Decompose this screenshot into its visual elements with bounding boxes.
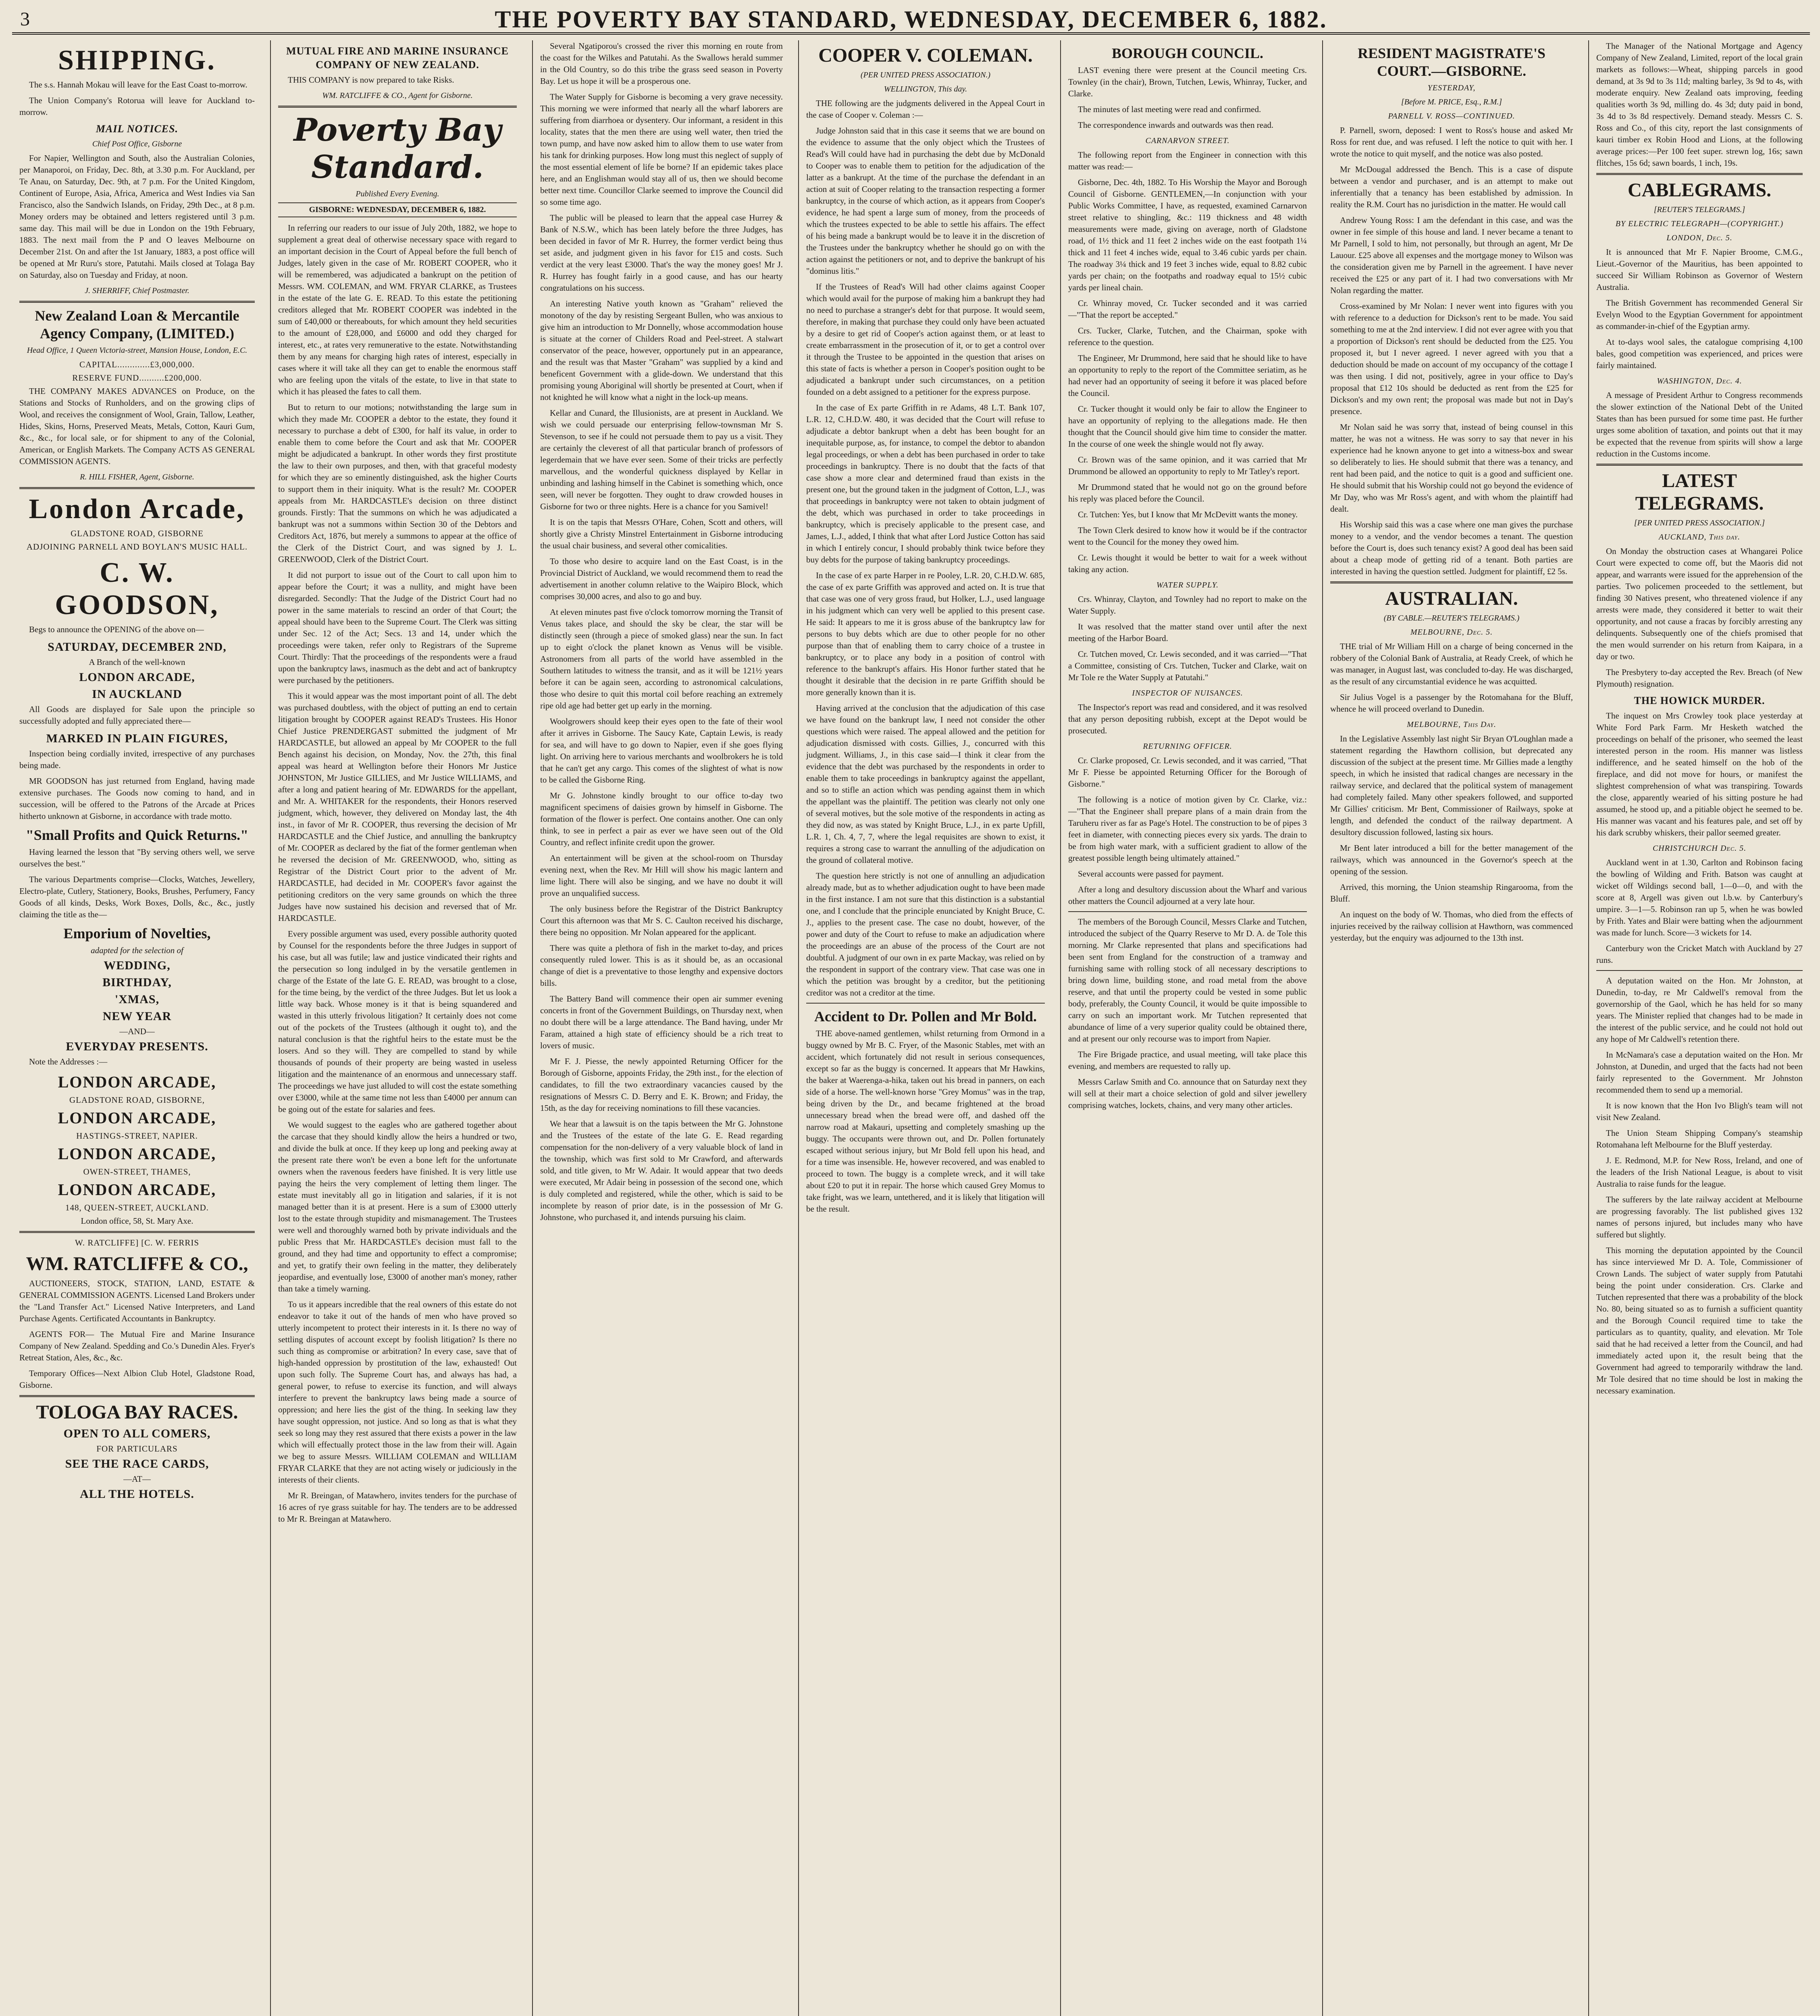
column-6 (1322, 40, 1580, 2016)
court-paragraph: P. Parnell, sworn, deposed: I went to Ross's house and asked Mr Ross for rent due, and was refused. I left the notice to quit with her. I wrote the notice to quit myself, and the notice was also posted. (1330, 125, 1573, 158)
telegram-paragraph: The inquest on Mrs Crowley took place yesterday at White Ford Park Farm. Mr Hesketh watched the proceedings on behalf of the prisoner, who seemed the least interested person in the room. His manner was listless indifference, and he seated himself on the hob of the fireplace, and did not move for hours, or manifest the slightest comprehension of what was transpiring. Towards the close, apparently wearied of his sitting posture he had assumed, he stood up, and a pitiable object he seemed to be. His manner was vacant and his features pale, and set off by his dark scrubby whiskers, their pallor seemed greater. (1596, 711, 1803, 837)
magistrate-court-heading: RESIDENT MAGISTRATE'S COURT.—GISBORNE. (1358, 45, 1545, 79)
standard-title: Poverty Bay Standard. (293, 112, 501, 185)
council-paragraph: After a long and desultory discussion about the Wharf and various other matters the Council adjourned at a very late hour. (1068, 885, 1307, 906)
departments-text: The various Departments comprise—Clocks, Watches, Jewellery, Electro-plate, Cutlery, Stationery, Books, Brushes, Perfumery, Fancy Goods of all kinds, Desks, Work Boxes, Dolls, &c., &c., justly claiming the title as the— (19, 875, 255, 919)
australian-paragraph: Arrived, this morning, the Union steamship Ringarooma, from the Bluff. (1330, 882, 1573, 904)
editorial-paragraph: We would suggest to the eagles who are gathered together about the carcase that they should kindly allow the heirs a hundred or two, and divide the bulk at once. If they keep up long and peeking away at the present rate there won't be even a bone left for the unfortunate owners when the ravenous feeders have finished. It is very little use paying the heirs the very complement of letting them linger. The estate must inevitably all go in litigation and salaries, if it is not managed better than it is at present. Here is a sum of £3000 utterly lost to the estate through stupidity and mismanagement. The Trustees were well and thoroughly warned both by private individuals and the public Press that Mr. HARDCASTLE's decision must fall to the ground, and they had time and opportunity to effect a compromise; and yet, to gratify their own feeling in the matter, they deliberately jeopardise, and eventually lose, £3000 of another man's money, rather than take a timely warning. (278, 1120, 517, 1293)
branch-text: A Branch of the well-known (89, 657, 185, 667)
cablegrams-dateline: LONDON, Dec. 5. (1666, 233, 1733, 242)
council-paragraph: Cr. Tucker thought it would only be fair to allow the Engineer to have an opportunity of replying to the allegations made. He then thought that the Council should give him time to consider the matter. In the course of one week the shingle would not fly away. (1068, 404, 1307, 449)
editorial-paragraph: But to return to our motions; notwithstanding the large sum in which they made Mr. COOPER a debtor to the estate, they found it necessary to purchase a debt of £300, for half its value, in order to enable them to come before the Court and ask that Mr. COOPER might be adjudicated a bankrupt. In other words they first prostitute the law to their own purposes, and then, with that graceful modesty for which they are so eminently distinguished, ask the higher Courts to support them in their iniquity. What is the result? Mr. COOPER appeals from Mr. HARDCASTLE's decision on three distinct grounds. Firstly: That the summons on which he was adjudicated a bankrupt was not a summons within Section 30 of the Debtors and Creditors Act, 1876, but merely a summons to appear at the office of the Clerk of the District Court, and was signed by J. L. GREENWOOD, Clerk of the District Court. (278, 402, 517, 564)
council-paragraph: Cr. Whinray moved, Cr. Tucker seconded and it was carried—"That the report be accepted." (1068, 298, 1307, 320)
tologa-for: FOR PARTICULARS (96, 1444, 178, 1454)
cablegrams-source: [REUTER'S TELEGRAMS.] (1654, 205, 1745, 214)
court-day: YESTERDAY, (1427, 83, 1476, 92)
editorial-paragraph: Mr R. Breingan, of Matawhero, invites tenders for the purchase of 16 acres of rye grass suitable for hay. The tenders are to be addressed to Mr R. Breingan at Matawhero. (278, 1491, 517, 1524)
court-paragraph: Cross-examined by Mr Nolan: I never went into figures with you with reference to a deduction for Dickson's rent to be made. You said something to me at the 2nd interview. I did not ever agree with you that a proportion of Dickson's rent should be deducted from the £25. You proposed it, but I never agreed. I never agreed with you that a deduction should be made on account of my occupancy of the cottage I was then using. I did not, positively, agree in your office to Day's proposal that £12 10s should be deducted as rent from the £25 for Dickson's and my own rent; the proposal was made but not in Day's presence. (1330, 301, 1573, 416)
telegram-paragraph: The Union Steam Shipping Company's steamship Rotomahana left Melbourne for the Bluff yesterday. (1596, 1128, 1803, 1150)
council-paragraph: The minutes of last meeting were read and confirmed. (1078, 104, 1261, 114)
birthday-text: BIRTHDAY, (102, 976, 172, 989)
standard-dateline: GISBORNE: WEDNESDAY, DECEMBER 6, 1882. (278, 202, 517, 217)
shipping-heading: SHIPPING. (58, 45, 216, 76)
local-news-item: Mr F. J. Piesse, the newly appointed Returning Officer for the Borough of Gisborne, appoints Friday, the 29th inst., for the election of candidates, to fill the two extraordinary vacancies caused by the resignations of Messrs C. D. Berry and E. K. Brown; and Friday, the 15th, as the day for receiving nominations to fill these vacancies. (540, 1056, 783, 1113)
ratcliffe-offices: Temporary Offices—Next Albion Club Hotel, Gladstone Road, Gisborne. (19, 1368, 255, 1390)
everyday-text: EVERYDAY PRESENTS. (66, 1040, 208, 1053)
address-name: LONDON ARCADE, (58, 1109, 216, 1127)
australian-dateline: MELBOURNE, Dec. 5. (1410, 628, 1493, 637)
mail-notices-body: For Napier, Wellington and South, also the Australian Colonies, per Manaporoi, on Friday, Dec. 8th, at 3.30 p.m. For Auckland, per Te Anau, on Saturday, Dec. 9th, at 7 p.m. For the United Kingdom, Continent of Europe, Asia, Africa, America and West Indies via San Francisco, also the Sandwich Islands, on Friday, 29th Dec., at 8 p.m. Money orders may be obtained and letters registered until 3 p.m. same day. This mail will be due in London on the 19th February, 1883. The next mail from the P and O leaves Melbourne on December 21st. On and after the 1st January, 1883, a post office will be opened at Mr Ruru's store, Patutahi. Mails closed at Tolaga Bay on Saturday, also on Tuesday and Friday, at noon. (19, 153, 255, 280)
small-profits: "Small Profits and Quick Returns." (25, 827, 249, 843)
cooper-coleman-heading: COOPER V. COLEMAN. (818, 45, 1033, 66)
council-paragraph: Cr. Lewis thought it would be better to wait for a week without taking any action. (1068, 553, 1307, 574)
local-news-item: The Water Supply for Gisborne is becoming a very grave necessity. This morning we were informed that nearly all the wharf laborers are suffering from diarrhoea or dysentery. Our informant, a resident in this locality, states that the men there are using well water, then tried the town pump, and have now asked him to allow them to use water from his tank for drinking purposes. How long must this neglect of supply of the most essential element of life be borne? If an epidemic takes place here, and an Englishman would stay all of us, then we should become better next time. Councillor Clarke seemed to improve the Council did so some time ago. (540, 92, 783, 207)
divider (1596, 173, 1803, 175)
cablegram-paragraph: A message of President Arthur to Congress recommends the slower extinction of the National Debt of the United States than has been pursued for some time past. He further urges some abolition of taxation, and points out that it may be expected that the revenue from spirits will show a large reduction in the Customs income. (1596, 390, 1803, 458)
council-paragraph: LAST evening there were present at the Council meeting Crs. Townley (in the chair), Brown, Tutchen, Lewis, Whinray, Tucker, and Clarke. (1068, 65, 1307, 98)
telegram-paragraph: In McNamara's case a deputation waited on the Hon. Mr Johnston, at Dunedin, and urged that the facts had not been fairly represented to the Government. Mr Johnston recommended them to send up a memorial. (1596, 1050, 1803, 1095)
latest-telegrams-source: [PER UNITED PRESS ASSOCIATION.] (1634, 519, 1765, 527)
council-subheading: INSPECTOR OF NUISANCES. (1132, 689, 1243, 698)
local-news-item: Messrs Carlaw Smith and Co. announce that on Saturday next they will sell at their mart a choice selection of gold and silver jewellery comprising watches, lockets, chains, and very many other articles. (1068, 1077, 1307, 1110)
plain-figures: MARKED IN PLAIN FIGURES, (46, 732, 228, 745)
ratcliffe-name: WM. RATCLIFFE & CO., (26, 1253, 248, 1275)
address-location: OWEN-STREET, THAMES, (83, 1167, 191, 1177)
article-paragraph: In the case of ex parte Harper in re Pooley, L.R. 20, C.H.D.W. 685, the case of ex parte Griffith was approved and acted on. It is true that that case was one of very gross fraud, but Holker, L.J., used language in his judgment which can very well be applied to this present case. He said: It appears to me it is gross abuse of the bankruptcy law for persons to buy debts which are due to other people for no other purpose than that of enabling them to carry choice of a trustee in bankruptcy, or to place any body in a position of control with reference to the bankrupt's affairs. His Honor further stated that he thought it desirable that the decision in re parte Griffith should be more generally known than it is. (806, 571, 1045, 697)
cablegram-paragraph: It is announced that Mr F. Napier Broome, C.M.G., Lieut.-Governor of the Mauritius, has been appointed to succeed Sir William Robinson as Governor of Western Australia. (1596, 247, 1803, 292)
divider (19, 301, 255, 303)
local-news-item: At eleven minutes past five o'clock tomorrow morning the Transit of Venus takes place, and should the sky be clear, the star will be distinctly seen (through a piece of smoked glass) near the sun. In fact up to eight o'clock the planet known as Venus will be visible. Astronomers from all parts of the world have assembled in the Southern latitudes to witness the transit, and as it will be 121½ years before it can be again seen, according to astronomical calculations, those who desire to quit this mortal coil before reaching an extremely ripe old age had better get up early in the morning. (540, 607, 783, 710)
latest-telegrams-dateline: AUCKLAND, This day. (1658, 533, 1741, 541)
mutual-signature: WM. RATCLIFFE & CO., Agent for Gisborne. (322, 91, 473, 100)
editorial-paragraph: It did not purport to issue out of the Court to call upon him to appear before the Court; it was a nullity, and might have been disregarded. Secondly: That the Judge of the District Court had no power in the same materials to rescind an order of that Court; the appeal should have been to the Supreme Court. The Clerk was sitting under Sec. 12 of the Act; Secs. 13 and 14, under which the proceedings were taken, refer only to Registrars of the Supreme Court. Thirdly: That the proceedings of the respondents were a fraud upon the bankruptcy laws, inasmuch as the debt and act of bankruptcy were purchased by the petitioners. (278, 570, 517, 685)
london-arcade-adjoining: ADJOINING PARNELL AND BOYLAN'S MUSIC HALL. (26, 542, 248, 552)
telegram-paragraph: It is now known that the Hon Ivo Bligh's team will not visit New Zealand. (1596, 1101, 1803, 1122)
column-5 (1060, 40, 1314, 2016)
telegram-paragraph: The Presbytery to-day accepted the Rev. Breach (of New Plymouth) resignation. (1596, 667, 1803, 689)
newspaper-page (12, 4, 1810, 2016)
council-paragraph: Mr Drummond stated that he would not go on the ground before his reply was placed before the Council. (1068, 482, 1307, 504)
local-news-item: The only business before the Registrar of the District Bankruptcy Court this afternoon was that Mr S. C. Caulton received his discharge, there being no opposition. Mr Nolan appeared for the applicant. (540, 904, 783, 937)
arcade-name: LONDON ARCADE, (79, 671, 195, 684)
nzloan-body: THE COMPANY MAKES ADVANCES on Produce, on the Stations and Stocks of Runholders, and on the growing clips of Wool, and receives the consignment of Wool, Grain, Tallow, Leather, Hides, Skins, Horns, Preserved Meats, Metals, Cotton, Kauri Gum, &c., &c., for local sale, or for shipment to any of the Colonial, American, or English Markets. The Company ACTS AS GENERAL COMMISSION AGENTS. (19, 386, 255, 466)
divider (1330, 581, 1573, 583)
council-subheading: RETURNING OFFICER. (1143, 742, 1232, 751)
article-paragraph: The question here strictly is not one of annulling an adjudication already made, but as to whether adjudication ought to have been made in the first instance. I am not sure that this distinction is a substantial one, and I conclude that the principle enunciated by Knight Bruce, C. J., applies to the present case. The case no doubt, however, of the power and duty of the Court to refuse to make an adjudication where the proceedings are an abuse of the process of the Court are not doubtful. A judgment of our own in ex parte Mackay, was relied on by the respondent in support of the contrary view. That case was one in which the petition was brought by a creditor, but the petitioning creditor was not a creditor at the time. (806, 871, 1045, 998)
court-paragraph: Andrew Young Ross: I am the defendant in this case, and was the owner in fee simple of this house and land. I never became a tenant to Mr Parnell, I sold to him, not personally, but through an agent, Mr De Lauour. £25 above all expenses and the mortgage money to Wilson was the consideration given me by Parnell in the agreement. I have never received the £25 or any part of it. I had two conversations with Mr Nolan regarding the matter. (1330, 215, 1573, 295)
accident-heading: Accident to Dr. Pollen and Mr Bold. (814, 1008, 1037, 1025)
divider (1596, 970, 1803, 971)
divider (19, 1395, 255, 1397)
nzloan-office: Head Office, 1 Queen Victoria-street, Mansion House, London, E.C. (27, 346, 248, 355)
cablegram-paragraph: The British Government has recommended General Sir Evelyn Wood to the Egyptian Government for appointment as commander-in-chief of the Egyptian army. (1596, 298, 1803, 331)
nzloan-heading: New Zealand Loan & Mercantile Agency Company, (LIMITED.) (35, 308, 239, 342)
court-case: PARNELL V. ROSS—CONTINUED. (1388, 112, 1515, 121)
and-text: —AND— (119, 1027, 155, 1036)
article-paragraph: THE following are the judgments delivered in the Appeal Court in the case of Cooper v. Coleman :— (806, 98, 1045, 120)
local-news-item: The public will be pleased to learn that the appeal case Hurrey & Bank of N.S.W., which has been lately before the three Judges, has been decided in favor of Mr R. Hurrey, the former verdict being thus set aside, and judgment given in his favor for £15 and costs. Such verdict at the very least £3000. That's the way the money goes! Mr J. R. Hurrey has fought fairly in a good cause, and has our hearty congratulations on his success. (540, 213, 783, 293)
opening-date: SATURDAY, DECEMBER 2ND, (48, 640, 227, 654)
local-news-item: It is on the tapis that Messrs O'Hare, Cohen, Scott and others, will shortly give a Christy Minstrel Entertainment in Gisborne introducing the usual chair business, and several other comicalities. (540, 517, 783, 550)
council-paragraph: Cr. Tutchen: Yes, but I know that Mr McDevitt wants the money. (1078, 510, 1298, 519)
council-paragraph: The correspondence inwards and outwards was then read. (1078, 120, 1274, 130)
column-1 (12, 40, 262, 2016)
article-paragraph: If the Trustees of Read's Will had other claims against Cooper which would avail for the purpose of making him a bankrupt they had no need to purchase a stranger's debt for that purpose. It would seem, therefore, in making that purchase they could only have been actuated by a desire to get rid of Cooper's action against them, or at least to create embarrassment in the prosecution of it, or to get a control over it through the Trustee to be appointed in the question that arises on this state of facts is whether a person in Cooper's position ought to be adjudicated a bankrupt under such circumstances, on a petition founded on a debt assigned to a petitioner for the express purpose. (806, 282, 1045, 397)
divider (19, 487, 255, 489)
telegram-paragraph: This morning the deputation appointed by the Council has since interviewed Mr D. A. Tole, Commissioner of Crown Lands. The subject of water supply from Patutahi being the point under consideration. Crs. Clarke and Tutchen represented that there was a probability of the block No. 80, being situated so as to furnish a sufficient quantity and the Borough Council required time to take the particulars as to quantity, quality, and elevation. Mr Tole said that he had received a letter from the Council, and had immediately acted upon it, the result being that the Government had agreed to temporarily withdraw the land. Mr Tole desired that no time should be lost in making the necessary examination. (1596, 1245, 1803, 1395)
address-location: GLADSTONE ROAD, GISBORNE, (69, 1095, 205, 1105)
inspection-text: Inspection being cordially invited, irrespective of any purchases being made. (19, 749, 255, 770)
editorial-paragraph: This it would appear was the most important point of all. The debt was purchased doubtless, with the object of putting an end to certain litigation brought by COOPER against READ's Trustees. His Honor Chief Justice PRENDERGAST submitted the judgment of Mr HARDCASTLE, but allowed an appeal by Mr COOPER to the full Bench against his decision, on Monday, Nov. the 27th, this final appeal was heard at Wellington before their Honors Mr Justice JOHNSTON, Mr Justice GILLIES, and Mr Justice WILLIAMS, and after a long and patient hearing of Mr. EDWARDS for the appellant, and Mr. A. WHITAKER for the respondents, their Honors reserved judgment, which, however, they delivered on Monday last, the 4th inst., in favor of Mr R. COOPER, thus reversing the decision of Mr HARDCASTLE and the Chief Justice, and annulling the bankruptcy of Mr. COOPER as declared by the fiat of the former gentleman when he reversed the decision of Mr. GREENWOOD, who, sitting as Registrar of the District Court prior to the advent of Mr. HARDCASTLE, had decided in Mr. COOPER's favor against the petitioning creditors on the very same grounds on which the three Judges have now sustained his decision and reversed that of Mr. HARDCASTLE. (278, 691, 517, 923)
court-paragraph: Mr Nolan said he was sorry that, instead of being counsel in this matter, he was not a witness. He was sorry to say that never in his experience had he known anyone to get into a witness-box and swear so deliberately to lies. He should submit that there was a tenancy, and rent had been paid, and the notice to quit is a good and sufficient one. He should submit that his Worship could not go beyond the evidence of Mr Day, who was Mr Ross's agent, and with whom the plaintiff had dealt. (1330, 422, 1573, 514)
article-paragraph: In the case of Ex parte Griffith in re Adams, 48 L.T. Bank 107, L.R. 12, C.H.D.W. 480, it was decided that the Court will refuse to adjudicate a debtor bankrupt when a debt has been bought for an inequitable purpose, as, for instance, to compel the debtor to abandon legal proceedings, or when a debt has been purchased in order to take proceedings in bankruptcy. There is no doubt that the facts of that case show a more clear and determined fraud than exists in the present one, but the ground taken in the judgment of Cotton, L.J., was that proceedings in bankruptcy were not taken to obtain judgment of the debt, which was purchased in order to take proceedings in bankruptcy, which is precisely applicable to the present case, and James, L.J., added, I think that what after Lord Justice Cotton has said in which I entirely concur, I should probably think twice before they buy debts for the purpose of taking bankruptcy proceedings. (806, 403, 1045, 564)
nzloan-capital: CAPITAL.............£3,000,000. (79, 360, 195, 369)
standard-subtitle: Published Every Evening. (356, 190, 439, 198)
emporium-heading: Emporium of Novelties, (63, 925, 211, 941)
address-name: LONDON ARCADE, (58, 1145, 216, 1163)
latest-telegrams-heading: LATEST TELEGRAMS. (1635, 470, 1764, 514)
masthead-title: THE POVERTY BAY STANDARD, WEDNESDAY, DECEMBER 6, 1882. (495, 6, 1327, 33)
article-paragraph: Judge Johnston said that in this case it seems that we are bound on the evidence to assume that the only object which the Trustees of Read's Will could have had in purchasing the debt due by McDonald to Cooper was to enable them to petition for the adjudication of the latter as a bankrupt. At the time of the purchase the defendant in an action at suit of Cooper relating to the transaction respecting a former bankruptcy, in the course of which action, as it appears from Cooper's evidence, he had spent a large sum of money, from the proceeds of which the trustees expected to be able to settle his affairs. The effect of his being made a bankrupt would be to leave it in the discretion of the Trustees under the bankruptcy whether he should go on with the action against the petitioners or not, and to deprive the bankrupt of his "dominus litis." (806, 126, 1045, 276)
address-name: LONDON ARCADE, (58, 1073, 216, 1091)
local-news-item: Kellar and Cunard, the Illusionists, are at present in Auckland. We wish we could persuade our enterprising fellow-townsman Mr S. Stevenson, to see if he could not persuade them to pay us a visit. They are certainly the cleverest of all that particular branch of professors of legerdemain that we have ever seen. Some of their tricks are perfectly marvellous, and the wonderful quickness displayed by Kellar in unbinding and lashing himself in the Cabinet is something which, once seen, will never be forgotten. They ought to draw crowded houses in Gisborne for two or three nights. Here is a chance for you Samivel! (540, 408, 783, 511)
goods-principle: All Goods are displayed for Sale upon the principle so successfully adopted and fully appreciated there— (19, 704, 255, 726)
article-paragraph: Having arrived at the conclusion that the adjudication of this case we have found on the bankrupt law, I need not consider the other questions which were raised. The appeal allowed and the petition for adjudication dismissed with costs. Gillies, J., concurred with this judgment. Williams, J., in this case said—I think it clear from the evidence that the debt was purchased by the respondents in order to enable them to take proceedings in bankruptcy against the appellant, and so to stifle an action which was pending against them in which the appellant was the plaintiff. The petition was clearly not only one of several motives, but the sole motive of the respondents in acting as they did now, as was stated by Knight Bruce, L.J., in ex parte Upfill, L.R. 1, Ch. 4, 7, 7, where the legal requisites are shown to exist, it requires a strong case to warrant the annulling of the adjudication on the ground of collateral motive. (806, 703, 1045, 865)
telegram-paragraph: On Monday the obstruction cases at Whangarei Police Court were expected to come off, but the Maoris did not appear, and warrants were issued for the apprehension of the parties. Two policemen proceeded to the settlement, but finding 30 Natives present, who threatened violence if any arrests were made, they considered it better to wait their opportunity, and not cause a fracas by forcibly arresting any delinquents. Subsequently one of the chiefs promised that the men would surrender on his return from Kaipara, in a day or two. (1596, 546, 1803, 661)
local-news-item: An entertainment will be given at the school-room on Thursday evening next, when the Rev. Mr Hill will show his magic lantern and lime light. There will also be singing, and we have no doubt it will prove an unqualified success. (540, 853, 783, 898)
council-paragraph: The Inspector's report was read and considered, and it was resolved that any person depositing rubbish, except at the Depot would be prosecuted. (1068, 702, 1307, 735)
tologa-open: OPEN TO ALL COMERS, (63, 1427, 211, 1440)
ratcliffe-partners: W. RATCLIFFE] [C. W. FERRIS (75, 1238, 200, 1248)
australian-dateline: MELBOURNE, This Day. (1407, 720, 1496, 729)
local-news-item: The Battery Band will commence their open air summer evening concerts in front of the Government Buildings, on Thursday next, when no doubt there will be a large attendance. The Band having, under Mr Faram, attained a high state of efficiency should be a rich treat to lovers of music. (540, 994, 783, 1050)
telegram-paragraph: The sufferers by the late railway accident at Melbourne are progressing favorably. The list published gives 132 names of persons injured, but includes many who have suffered but slightly. (1596, 1195, 1803, 1239)
australian-paragraph: In the Legislative Assembly last night Sir Bryan O'Loughlan made a statement regarding the Hawthorn collision, but deprecated any discussion of the subject at the present time. Mr Gillies made a lengthy speech, in which he insisted that radical changes are necessary in the railway service, and declared that the political system of management had completely failed. Many other speakers followed, and supported Mr Gillies' criticism. Mr Bent, Commissioner of Railways, spoke at length, and defended the conduct of the railway department. A desultory discussion followed, lasting six hours. (1330, 734, 1573, 837)
shipping-notice: The Union Company's Rotorua will leave for Auckland to-morrow. (19, 96, 255, 117)
nzloan-reserve: RESERVE FUND..........£200,000. (72, 373, 202, 383)
mutual-heading: MUTUAL FIRE AND MARINE INSURANCE COMPANY OF NEW ZEALAND. (286, 45, 509, 71)
howick-murder-heading: THE HOWICK MURDER. (1634, 695, 1765, 706)
addresses-note: Note the Addresses :— (29, 1057, 108, 1066)
cablegrams-heading: CABLEGRAMS. (1627, 179, 1772, 201)
local-news-item: Several Ngatiporou's crossed the river this morning en route from the coast for the Wilkes and Patutahi. As the Swallows herald summer in the Old Country, so do this tribe the grass seed season in Poverty Bay. Let us hope it will be a prosperous one. (540, 41, 783, 86)
goodson-return: MR GOODSON has just returned from England, having made extensive purchases. The Goods now coming to hand, and in succession, will be offered to the Patrons of the Arcade at Prices hitherto unknown at Gisborne, in accordance with trade motto. (19, 776, 255, 821)
council-paragraph: Cr. Brown was of the same opinion, and it was carried that Mr Drummond be allowed an opportunity to reply to Mr Tatley's report. (1068, 455, 1307, 476)
local-news-item: We hear that a lawsuit is on the tapis between the Mr G. Johnstone and the Trustees of the estate of the late G. E. Read regarding compensation for the non-delivery of a very valuable block of land in the township, which was first sold to Mr Crawford, and afterwards sold, and title given, to Mr W. Adair. It would appear that two deeds were executed, Mr Adair being in possession of the second one, which is duly completed and registered, while the other, which is said to be incomplete by reason of prior date, is in the possession of Mr G. Johnstone, who purchased it, and intends pursuing his claim. (540, 1119, 783, 1222)
masthead (12, 4, 1810, 35)
divider (1068, 911, 1307, 912)
editorial-paragraph: In referring our readers to our issue of July 20th, 1882, we hope to supplement a great deal of otherwise necessary space with regard to an important decision in the Court of Appeal before the full bench of Judges, lately given in the case of Mr. ROBERT COOPER, who it will be remembered, was adjudicated a bankrupt on the petition of Messrs. WM. COLEMAN, and WM. FRYAR CLARKE, as Trustees in the estate of the late G. E. READ. To this estate the petitioning creditors alleged that Mr. ROBERT COOPER was indebted in the sum of £40,000 or thereabouts, for which amount they held securities to the amount of £28,000, and £6000 and odd they charged for interest, etc., at rates very remunerative to the estate. Notwithstanding them by any means for charging high rates of interest, especially in cases where it will take all they can get to enable the enormous staff who are feeling upon the vitals of the estate, to live in that state to which it has pleased the fates to call them. (278, 223, 517, 396)
editorial-paragraph: To us it appears incredible that the real owners of this estate do not endeavor to take it out of the hands of men who have proved so utterly incompetent to protect their interests in it. Is there no way of settling disputes of account except by foolish litigation? Is there no such thing as compromise or arbitration? In every case, save that of high-handed oppression by prostitution of the law, exhausted! Out upon such folly. The Supreme Court has, and always has had, a general power, to refuse to exercise its function, and will always interfere to prevent the bankruptcy laws being made a source of oppression; and here lies the gist of the thing. In seeking law they have sought oppression, not justice. And so long as that is what they seek so long may they rest assured that there exists a power in the law which will effectually protect those in the law from their will. Again we beg to assure Messrs. WILLIAM COLEMAN and WILLIAM FRYAR CLARKE that they are not acting wisely or judiciously in the interests of their clients. (278, 1300, 517, 1485)
accident-paragraph: THE above-named gentlemen, whilst returning from Ormond in a buggy owned by Mr B. C. Fryer, of the Masonic Stables, met with an accident, which fortunately did not result in serious consequences, except so far as the buggy is concerned. It appears that Mr Hawkins, the baker at Waerenga-a-hika, taken out his bread in panners, on each side of a horse. The well-known horse "Grey Momus" was in the trap, being driven by the Dr., and became frightened at the broad unnecessary bread when the bread were off, and dashed off the narrow road at Makauri, upsetting and completely smashing up the buggy. The occupants were thrown out, and Dr. Pollen fortunately escaped without serious injury, but Mr Bold fell upon his head, and for a time was insensible. He, however recovered, and was enabled to proceed to town. The buggy is a complete wreck, and it will take about £20 to put it in repair. The horse which caused Grey Momus to take fright, was we learn, untethered, and it is likely that litigation will be the result. (806, 1029, 1045, 1214)
council-paragraph: Several accounts were passed for payment. (1078, 869, 1224, 879)
court-before: [Before M. PRICE, Esq., R.M.] (1401, 98, 1502, 106)
article-source: (PER UNITED PRESS ASSOCIATION.) (860, 71, 991, 79)
australian-paragraph: Sir Julius Vogel is a passenger by the Rotomahana for the Bluff, whence he will proceed overland to Dunedin. (1330, 692, 1573, 714)
london-office: London office, 58, St. Mary Axe. (81, 1216, 193, 1226)
australian-paragraph: Mr Bent later introduced a bill for the better management of the railways, which was announced in the Governor's speech at the opening of the session. (1330, 843, 1573, 876)
divider (806, 1003, 1045, 1004)
council-paragraph: The following report from the Engineer in connection with this matter was read:— (1068, 150, 1307, 171)
nzloan-signature: R. HILL FISHER, Agent, Gisborne. (80, 473, 194, 481)
mutual-body: THIS COMPANY is now prepared to take Risks. (288, 75, 454, 85)
australian-source: (BY CABLE.—REUTER'S TELEGRAMS.) (1383, 614, 1520, 623)
column-7 (1588, 40, 1810, 2016)
council-subheading: CARNARVON STREET. (1145, 136, 1230, 145)
column-2 (270, 40, 524, 2016)
court-paragraph: His Worship said this was a case where one man gives the purchase money to a vendor, and the vendor becomes a tenant. The question before the Court is, does such tenancy exist? A good deal has been said about a cheap mode of getting rid of a tenant. Both parties are interested in having the question settled. Judgment for plaintiff, £2 5s. (1330, 520, 1573, 576)
local-news-item: Woolgrowers should keep their eyes open to the fate of their wool after it arrives in Gisborne. The Saucy Kate, Captain Lewis, is ready for sea, and will have to go down to Napier, even if she goes flying light. On arriving here to various merchants and woolbrokers he is told that he can't get any cargo. This comes of the slightest of what is now to be called the Gisborne Ring. (540, 716, 783, 785)
goodson-name: C. W. GOODSON, (55, 557, 219, 621)
telegram-paragraph: Canterbury won the Cricket Match with Auckland by 27 runs. (1596, 943, 1803, 965)
xmas-text: 'XMAS, (114, 993, 160, 1006)
address-location: HASTINGS-STREET, NAPIER. (76, 1131, 198, 1141)
london-arcade-address: GLADSTONE ROAD, GISBORNE (71, 529, 204, 538)
adapted-text: adapted for the selection of (91, 946, 183, 955)
local-news-item: To those who desire to acquire land on the East Coast, is in the Provincial District of Auckland, we would recommend them to read the advertisement in another column relative to the Waipiro Block, which comprises 30,000 acres, and also to go and buy. (540, 556, 783, 601)
tologa-see: SEE THE RACE CARDS, (65, 1457, 209, 1470)
cablegrams-by: BY ELECTRIC TELEGRAPH—(COPYRIGHT.) (1615, 219, 1784, 228)
borough-council-heading: BOROUGH COUNCIL. (1111, 45, 1264, 61)
shipping-notice: The s.s. Hannah Mokau will leave for the East Coast to-morrow. (29, 80, 248, 90)
telegram-paragraph: A deputation waited on the Hon. Mr Johnston, at Dunedin, to-day, re Mr Caldwell's removal from the governorship of the Gaol, which he has held for so many years. The Minister replied that changes had to be made in the interest of the public service, and he could not hold out any hope of Mr Caldwell's retention there. (1596, 976, 1803, 1044)
new-year-text: NEW YEAR (102, 1010, 172, 1023)
tologa-hotels: ALL THE HOTELS. (80, 1487, 194, 1501)
ratcliffe-body: AUCTIONEERS, STOCK, STATION, LAND, ESTATE & GENERAL COMMISSION AGENTS. Licensed Land Brokers under the "Land Transfer Act." Licensed Native Interpreters, and Land Purchase Agents. Certificated Accountants in Bankruptcy. (19, 1279, 255, 1323)
mail-signature: J. SHERRIFF, Chief Postmaster. (85, 286, 189, 295)
lesson-text: Having learned the lesson that "By serving others well, we serve ourselves the best." (19, 847, 255, 868)
local-news-item: The members of the Borough Council, Messrs Clarke and Tutchen, introduced the subject of the Quarry Reserve to Mr D. A. de Tole this morning. Mr Clarke represented that plans and specifications had been sent from England for the construction of a tramway and furnishing same with rolling stock of all necessary descriptions to bring down lime, building stone, and road metal from the above reserve, and that until the property could be vested in some public body, preferably, the County Council, it would be quite impossible to carry on such an important work. Mr Tutchen represented that abundance of lime of a very superior quality could be obtained there, and at present our only recourse was to import from Napier. (1068, 917, 1307, 1043)
christchurch-dateline: CHRISTCHURCH Dec. 5. (1652, 844, 1747, 853)
cablegram-paragraph: At to-days wool sales, the catalogue comprising 4,100 bales, good competition was experienced, and prices were fairly maintained. (1596, 337, 1803, 370)
mail-office: Chief Post Office, Gisborne (92, 140, 182, 148)
australian-heading: AUSTRALIAN. (1385, 588, 1518, 609)
ratcliffe-agents: AGENTS FOR— The Mutual Fire and Marine Insurance Company of New Zealand. Spedding and Co.'s Dunedin Ales. Fryer's Retreat Station, Ales, &c., &c. (19, 1329, 255, 1362)
australian-paragraph: An inquest on the body of W. Thomas, who died from the effects of injuries received by the railway collision at Hawthorn, was commenced yesterday, but the enquiry was adjourned to the 13th inst. (1330, 910, 1573, 943)
wedding-text: WEDDING, (104, 959, 171, 972)
council-paragraph: The following is a notice of motion given by Cr. Clarke, viz.:—"That the Engineer shall prepare plans of a main drain from the Taruheru river as far as Page's Hotel. The construction to be of pipes 3 feet in diameter, with connecting pieces every six yards. The drain to be from high water mark, with a sufficient gradient to allow of the greatest possible length being ultimately attained." (1068, 795, 1307, 863)
telegram-paragraph: J. E. Redmond, M.P. for New Ross, Ireland, and one of the leaders of the Irish National League, is about to visit Australia to raise funds for the league. (1596, 1156, 1803, 1189)
divider (19, 1231, 255, 1233)
local-news-item: An interesting Native youth known as "Graham" relieved the monotony of the day by resisting Sergeant Bullen, who was anxious to give him an introduction to Mr Donnelly, whose accommodation house is situate at the corner of Childers Road and Peel-street. A stalwart conservator of the peace, however, opportunely put in an appearance, and the result was that Master "Graham" was supplied by a kind and beneficent Government with a glide-down. We understand that this promising young Aboriginal will shortly be presented at Court, when if not knighted he will know what a night in the lock-up means. (540, 299, 783, 402)
column-3 (532, 40, 790, 2016)
arcade-city: IN AUCKLAND (92, 687, 182, 701)
council-paragraph: It was resolved that the matter stand over until after the next meeting of the Harbor Board. (1068, 622, 1307, 643)
editorial-paragraph: Every possible argument was used, every possible authority quoted by Counsel for the respondents before the three Judges in support of his case, but all was futile; law and justice vindicated their rights and the persecution so long indulged in by the versatile gentlemen in charge of the Estate of the late G. E. READ, was brought to a close, for the time being, by the verdict of the three Judges. But let us look a little way back. Whose money is it that is being squandered and wasted in this utterly frivolous litigation? It certainly does not come out of the pockets of the Trustees (although it ought to), and the natural conclusion is that the rightful heirs to the estate must be the losers. And so they will. They are compelled to stand by while thousands of pounds of their property are being wasted in useless litigation and the maintenance of an enormous and unnecessary staff. The proceedings we have just alluded to will cost the estate something over £3000, while at the same time not less than £4000 per annum can be going out of the estate for salaries and fees. (278, 929, 517, 1114)
address-location: 148, QUEEN-STREET, AUCKLAND. (65, 1203, 209, 1212)
goodson-announce: Begs to announce the OPENING of the above on— (29, 625, 204, 634)
court-paragraph: Mr McDougal addressed the Bench. This is a case of dispute between a vendor and purchaser, and is an attempt to make out inferentially that a tenancy has been established by admission. In reality the R.M. Court has no jurisdiction in the matter. He would call (1330, 165, 1573, 209)
address-name: LONDON ARCADE, (58, 1181, 216, 1199)
australian-paragraph: THE trial of Mr William Hill on a charge of being concerned in the robbery of the Colonial Bank of Australia, at Ready Creek, of which he was manager, in August last, was concluded to-day. He was discharged, as the result of any circumstantial evidence he was acquitted. (1330, 641, 1573, 686)
council-paragraph: Gisborne, Dec. 4th, 1882. To His Worship the Mayor and Borough Council of Gisborne. GENTLEMEN,—In conjunction with your Public Works Committee, I have, as requested, examined Carnarvon street relative to shingling, &c.: 119 thickness and 48 width measurements were made, giving on average, north of Gladstone road, of 1½ thick and 11 feet 2 inches wide on the east footpath 1¼ thick and 11 feet 4 inches wide, equal to 3.46 cubic yards per chain. The roadway 3¼ thick and 19 feet 3 inches wide, equal to 8.82 cubic yards per chain; on the footpaths and roadway equal to 15½ cubic yards per lineal chain. (1068, 177, 1307, 292)
council-paragraph: Cr. Clarke proposed, Cr. Lewis seconded, and it was carried, "That Mr F. Piesse be appointed Returning Officer for the Borough of Gisborne." (1068, 756, 1307, 789)
column-4 (798, 40, 1052, 2016)
council-paragraph: The Town Clerk desired to know how it would be if the contractor went to the Council for the money they owed him. (1068, 525, 1307, 547)
divider (278, 106, 517, 108)
council-subheading: WATER SUPPLY. (1156, 581, 1219, 589)
tologa-at: —AT— (123, 1474, 151, 1484)
market-report: The Manager of the National Mortgage and Agency Company of New Zealand, Limited, report of the local grain markets as follows:—Wheat, shipping parcels in good demand, at 3s 9d to 3s 11d; malting barley, 3s 9d to 4s, with moderate enquiry. New Zealand oats improving, feeding qualities worth 3s 9d, milling do. 4s 3d; duty paid in bond, 3s 4d to 3s 8d respectively. Demand steady. Messrs C. S. Ross and Co., of this city, report the last consignments of kauri timber ex Robin Hood and Lions, at the following average prices:—Per 100 feet super. strewn log, 16s; sawn flitches, 15s 6d; sawn boards, 1 inch, 19s. (1596, 41, 1803, 168)
tologa-heading: TOLOGA BAY RACES. (36, 1402, 238, 1423)
mail-notices-heading: MAIL NOTICES. (96, 123, 179, 135)
article-dateline: WELLINGTON, This day. (884, 85, 967, 94)
telegram-paragraph: Auckland went in at 1.30, Carlton and Robinson facing the bowling of Wilding and Frith. Batson was caught at wicket off Wildings second ball, 1—0—0, and with the score at 8, Argell was given out l.b.w. by Canterbury's umpire. 3—1—5. Robinson ran up 5, when he was bowled by Frith. Yates and Blair were batting when the adjournment was made for lunch. Score—3 wickets for 14. (1596, 858, 1803, 937)
local-news-item: The Fire Brigade practice, and usual meeting, will take place this evening, and members are requested to rally up. (1068, 1050, 1307, 1071)
local-news-item: There was quite a plethora of fish in the market to-day, and prices consequently ruled lower. This is as it should be, as an occasional change of diet is a preventative to those lengthy and expensive doctors bills. (540, 943, 783, 988)
divider (1596, 464, 1803, 466)
page-number: 3 (20, 8, 30, 30)
council-paragraph: Cr. Tutchen moved, Cr. Lewis seconded, and it was carried—"That a Committee, consisting of Crs. Tutchen, Tucker and Clarke, wait on Mr Tole re the Water Supply at Patutahi." (1068, 649, 1307, 682)
council-paragraph: Crs. Tucker, Clarke, Tutchen, and the Chairman, spoke with reference to the question. (1068, 326, 1307, 347)
local-news-item: Mr G. Johnstone kindly brought to our office to-day two magnificent specimens of daisies grown by himself in Gisborne. The formation of the flower is perfect. One contains another. One can only think, to see in perfect a pair as ever we have seen out of the Old Country, and reflect infinite credit upon the grower. (540, 791, 783, 847)
london-arcade-heading: London Arcade, (29, 494, 245, 525)
cablegrams-dateline: WASHINGTON, Dec. 4. (1657, 377, 1742, 385)
council-paragraph: Crs. Whinray, Clayton, and Townley had no report to make on the Water Supply. (1068, 594, 1307, 616)
council-paragraph: The Engineer, Mr Drummond, here said that he should like to have an opportunity to reply to the report of the Committee seriatim, as he had never had an opportunity of seeing it before it was placed before the Council. (1068, 353, 1307, 398)
